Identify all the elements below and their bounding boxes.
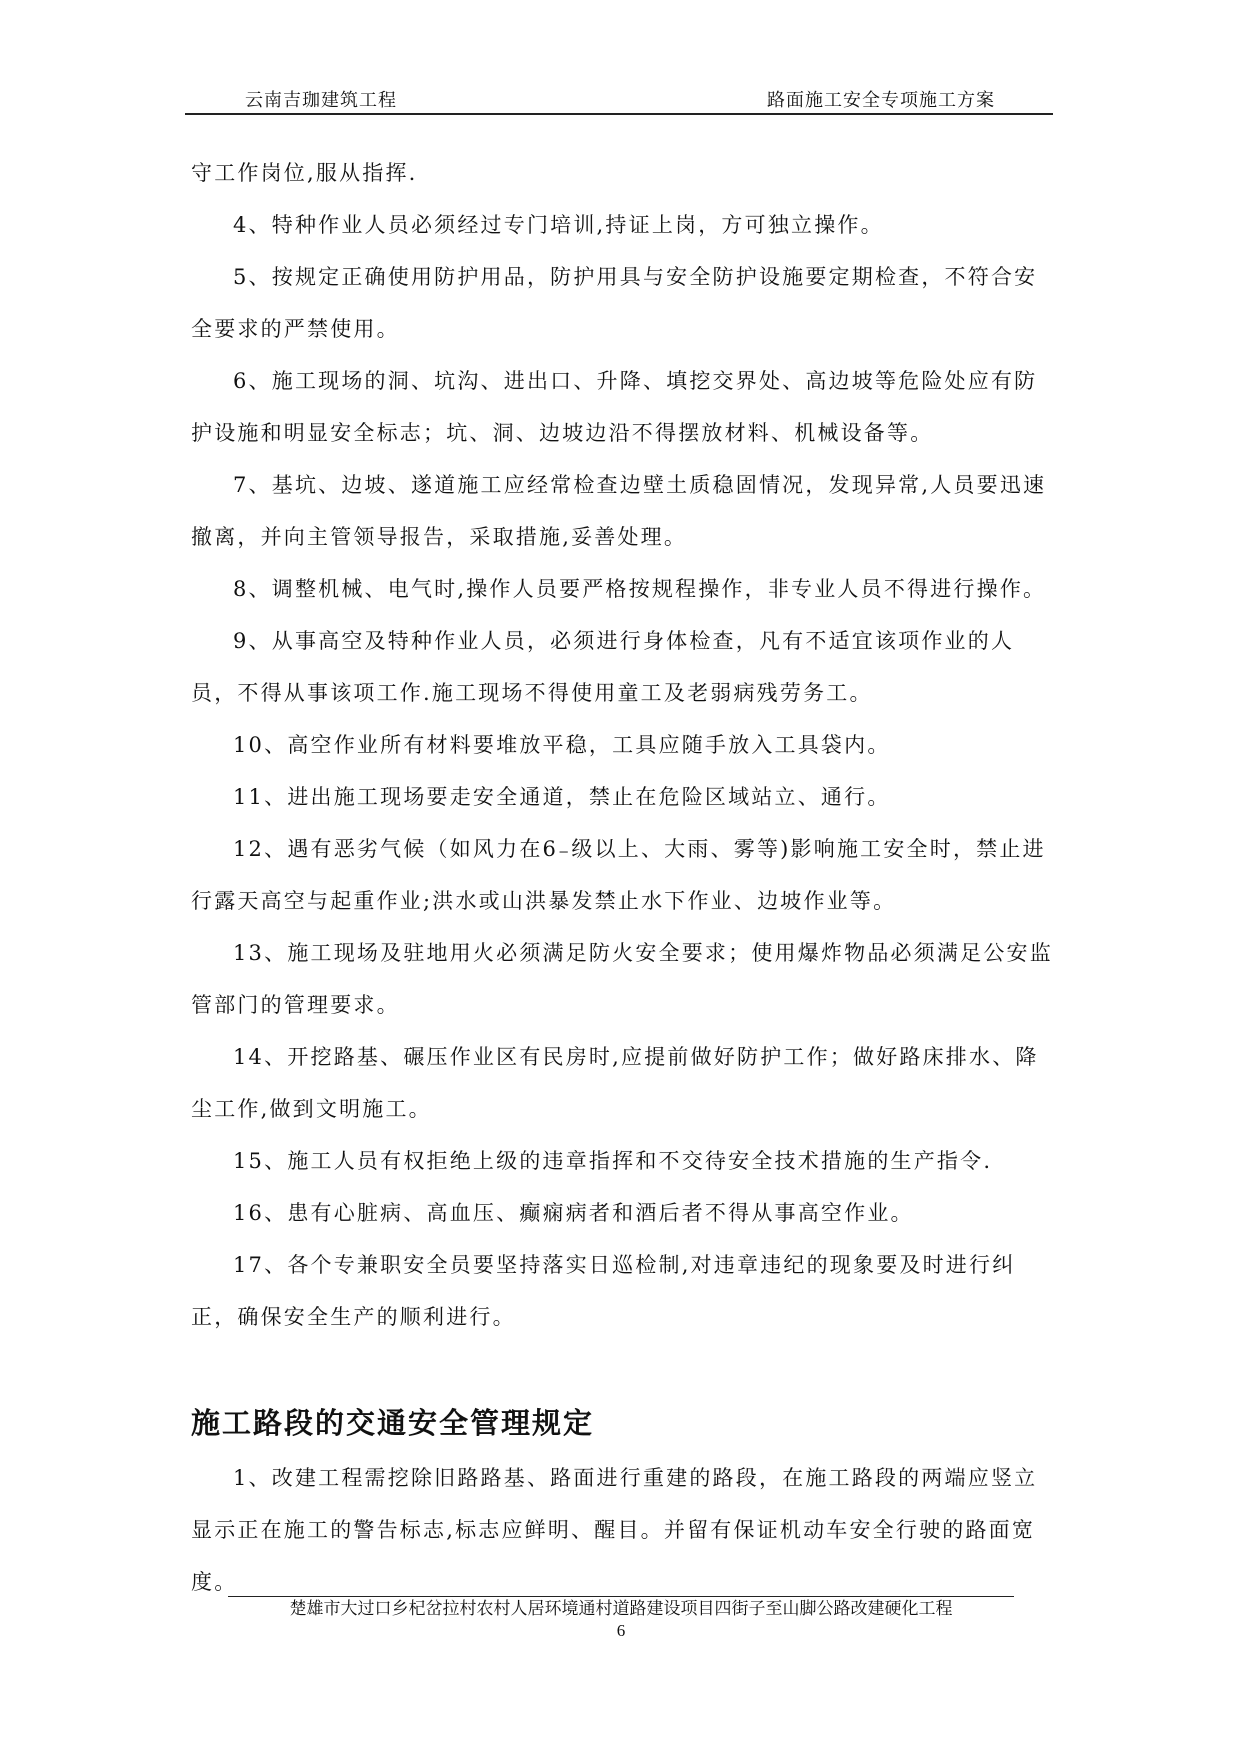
section-rule-item-1: 1、改建工程需挖除旧路路基、路面进行重建的路段，在施工路段的两端应竖立显示正在施工的警告标志,标志应鲜明、醒目。并留有保证机动车安全行驶的路面宽度。 [191,1466,1038,1594]
section-heading: 施工路段的交通安全管理规定 [191,1406,595,1440]
rule-item-9: 9、从事高空及特种作业人员，必须进行身体检查，凡有不适宜该项作业的人员，不得从事该项工作.施工现场不得使用童工及老弱病残劳务工。 [191,629,1015,705]
page-header [185,86,1053,110]
rule-item-10: 10、高空作业所有材料要堆放平稳，工具应随手放入工具袋内。 [233,733,891,757]
rule-item-16: 16、患有心脏病、高血压、癫痫病者和酒后者不得从事高空作业。 [233,1201,914,1225]
rule-item-12: 12、遇有恶劣气候（如风力在6₋级以上、大雨、雾等)影响施工安全时，禁止进行露天高空与起重作业;洪水或山洪暴发禁止水下作业、边坡作业等。 [191,837,1046,913]
header-company: 云南吉珈建筑工程 [245,90,397,111]
page-number: 6 [616,1621,626,1640]
rule-item-8: 8、调整机械、电气时,操作人员要严格按规程操作，非专业人员不得进行操作。 [233,577,1047,601]
document-body [191,147,1053,1608]
footer-divider [228,1596,1014,1597]
rule-item-15: 15、施工人员有权拒绝上级的违章指挥和不交待安全技术措施的生产指令. [233,1149,993,1173]
paragraph-continuation: 守工作岗位,服从指挥. [191,161,418,185]
rule-item-11: 11、进出施工现场要走安全通道，禁止在危险区域站立、通行。 [233,785,891,809]
rule-item-13: 13、施工现场及驻地用火必须满足防火安全要求；使用爆炸物品必须满足公安监管部门的管理要求。 [191,941,1053,1017]
rule-item-4: 4、特种作业人员必须经过专门培训,持证上岗，方可独立操作。 [233,213,884,237]
rule-item-7: 7、基坑、边坡、遂道施工应经常检查边壁土质稳固情况，发现异常,人员要迅速撤离，并向主管领导报告，采取措施,妥善处理。 [191,473,1047,549]
header-document-title: 路面施工安全专项施工方案 [767,90,995,111]
footer-project-name: 楚雄市大过口乡杞岔拉村农村人居环境通村道路建设项目四街子至山脚公路改建硬化工程 [289,1599,953,1618]
rule-item-14: 14、开挖路基、碾压作业区有民房时,应提前做好防护工作；做好路床排水、降尘工作,做到文明施工。 [191,1045,1039,1121]
header-divider [185,113,1053,115]
rule-item-6: 6、施工现场的洞、坑沟、进出口、升降、填挖交界处、高边坡等危险处应有防护设施和明显安全标志；坑、洞、边坡边沿不得摆放材料、机械设备等。 [191,369,1038,445]
rule-item-17: 17、各个专兼职安全员要坚持落实日巡检制,对违章违纪的现象要及时进行纠正，确保安全生产的顺利进行。 [191,1253,1016,1329]
rule-item-5: 5、按规定正确使用防护用品，防护用具与安全防护设施要定期检查，不符合安全要求的严禁使用。 [191,265,1038,341]
